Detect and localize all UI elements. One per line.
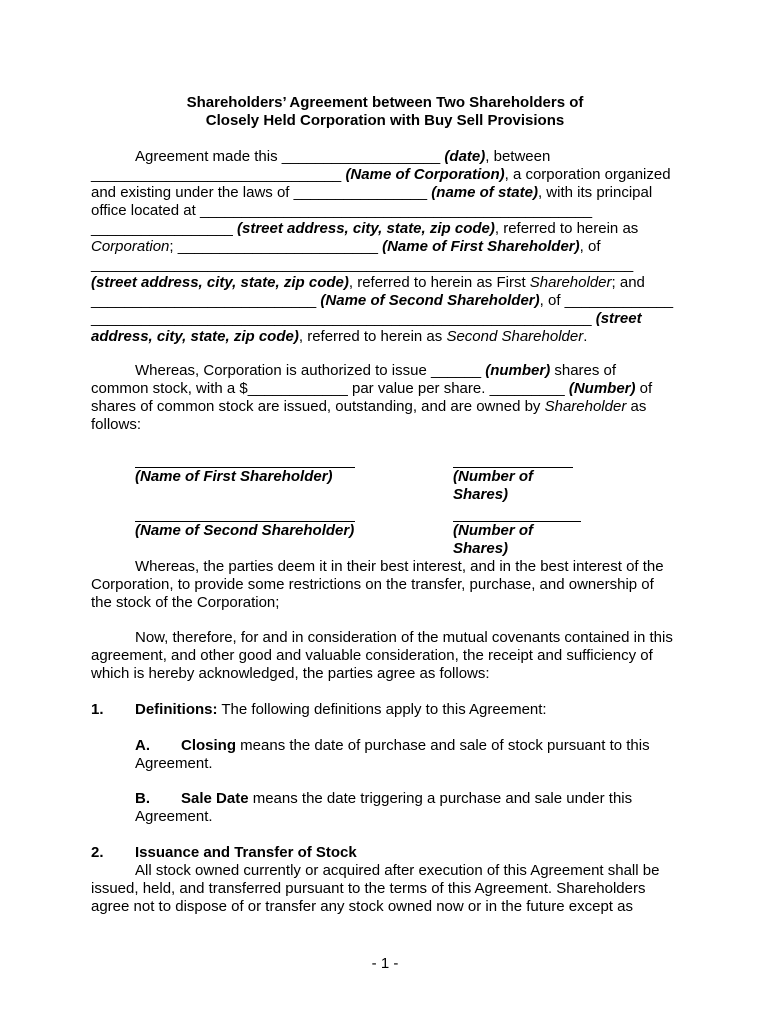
definition-b-text: means the date triggering a purchase and sale under this (248, 790, 633, 807)
section-2-line: issued, held, and transferred pursuant to the terms of this Agreement. Shareholders (91, 880, 646, 897)
section-1-number: 1. (91, 701, 104, 718)
section-2-line: agree not to dispose of or transfer any stock owned now or in the future except as (91, 898, 633, 915)
intro-line: ___________________________ (Name of Second Shareholder), of _____________ (91, 292, 674, 309)
definition-b-letter: B. (135, 790, 150, 807)
now-therefore-line: Now, therefore, for and in consideration of the mutual covenants contained in this (135, 629, 673, 646)
whereas-line: common stock, with a $____________ par value per share. _________ (Number) of (91, 380, 653, 397)
whereas-line: follows: (91, 416, 142, 433)
first-shareholder-name-label: (Name of First Shareholder) (135, 468, 333, 485)
second-shareholder-shares-field (453, 521, 581, 558)
section-1-text: The following definitions apply to this Agreement: (217, 701, 547, 718)
intro-paragraph (91, 148, 681, 346)
definition-a-text: means the date of purchase and sale of stock pursuant to this (236, 737, 650, 754)
definition-a-letter: A. (135, 737, 150, 754)
first-shareholder-name-field (135, 467, 355, 486)
whereas2-line: Corporation, to provide some restrictions on the transfer, purchase, and ownership of (91, 576, 654, 593)
now-therefore-line: agreement, and other good and valuable consideration, the receipt and sufficiency of (91, 647, 653, 664)
intro-line: office located at _______________________________________________ (91, 202, 593, 219)
section-2-line: All stock owned currently or acquired after execution of this Agreement shall be (135, 862, 660, 879)
intro-line: Corporation; ________________________ (Name of First Shareholder), of (91, 238, 601, 255)
second-shareholder-name-label: (Name of Second Shareholder) (135, 522, 355, 539)
definition-a-term: Closing (181, 737, 236, 754)
whereas-line: Whereas, Corporation is authorized to issue ______ (number) shares of (135, 362, 617, 379)
first-shareholder-shares-label: (Number of Shares) (453, 468, 533, 503)
now-therefore-paragraph (91, 629, 681, 683)
title-line-2: Closely Held Corporation with Buy Sell Provisions (205, 112, 565, 129)
whereas-line: shares of common stock are issued, outstanding, and are owned by Shareholder as (91, 398, 647, 415)
second-shareholder-shares-label: (Number of Shares) (453, 522, 533, 557)
now-therefore-line: which is hereby acknowledged, the parties agree as follows: (91, 665, 490, 682)
definition-a-text-cont: Agreement. (135, 755, 213, 772)
definition-closing (135, 737, 725, 773)
whereas2-line: the stock of the Corporation; (91, 594, 280, 611)
definition-b-term: Sale Date (181, 790, 249, 807)
title-line-1: Shareholders’ Agreement between Two Shareholders of (186, 94, 584, 111)
section-1-heading (91, 701, 681, 719)
document-title (91, 94, 679, 130)
intro-line: ______________________________ (Name of Corporation), a corporation organized (91, 166, 671, 183)
first-shareholder-shares-field (453, 467, 573, 504)
whereas-restrictions-paragraph (91, 558, 681, 612)
section-2-title: Issuance and Transfer of Stock (135, 844, 357, 861)
section-2-number: 2. (91, 844, 104, 861)
second-shareholder-name-field (135, 521, 355, 540)
definition-sale-date (135, 790, 725, 826)
intro-line: ____________________________________________________________ (street (91, 310, 642, 327)
page-number: - 1 - (371, 955, 399, 972)
intro-line: address, city, state, zip code), referred to herein as Second Shareholder. (91, 328, 588, 345)
section-2 (91, 844, 681, 916)
intro-line: Agreement made this ___________________ (date), between (135, 148, 551, 165)
whereas2-line: Whereas, the parties deem it in their best interest, and in the best interest of the (135, 558, 664, 575)
intro-line: _________________ (street address, city, state, zip code), referred to herein as (91, 220, 639, 237)
intro-line: and existing under the laws of ________________ (name of state), with its principal (91, 184, 653, 201)
intro-line: _________________________________________________________________ (91, 256, 634, 273)
whereas-shares-paragraph (91, 362, 681, 434)
intro-line: (street address, city, state, zip code), referred to herein as First Shareholder; and (91, 274, 645, 291)
section-1-title: Definitions: (135, 701, 218, 718)
definition-b-text-cont: Agreement. (135, 808, 213, 825)
